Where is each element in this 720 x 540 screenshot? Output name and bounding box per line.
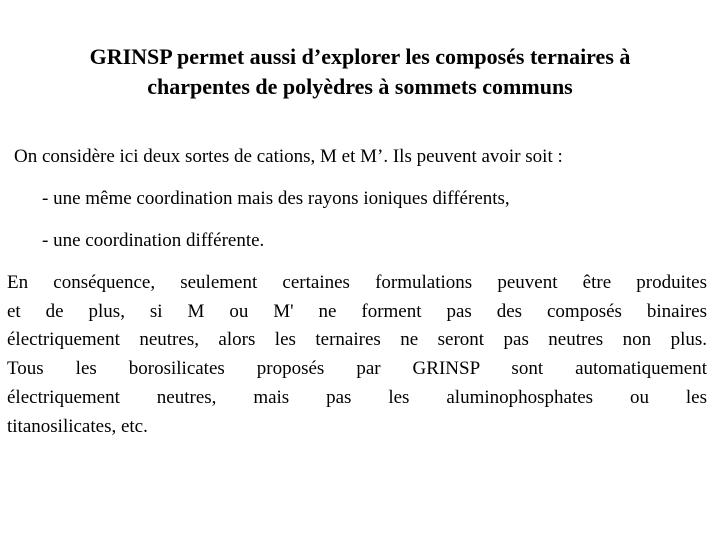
paragraph-line-1: En conséquence, seulement certaines formulations peuvent être produites [7, 272, 707, 293]
paragraph-line-2: et de plus, si M ou M' ne forment pas des composés binaires [7, 300, 707, 322]
slide-title-line-2: charpentes de polyèdres à sommets communs [147, 74, 573, 99]
bullet-item-same-coordination: - une même coordination mais des rayons ioniques différents, [42, 188, 510, 209]
paragraph-line-4: Tous les borosilicates proposés par GRINSP sont automatiquement [7, 358, 707, 380]
intro-text: On considère ici deux sortes de cations, M et M’. Ils peuvent avoir soit : [14, 146, 563, 167]
paragraph-line-3: électriquement neutres, alors les ternaires ne seront pas neutres non plus. [7, 329, 707, 351]
slide-title [10, 42, 710, 102]
paragraph-line-5: électriquement neutres, mais pas les aluminophosphates ou les [7, 386, 707, 408]
body-paragraph [7, 269, 707, 441]
bullet-item-different-coordination: - une coordination différente. [42, 230, 265, 251]
slide-title-line-1: GRINSP permet aussi d’explorer les composés ternaires à [89, 44, 631, 69]
paragraph-line-6: titanosilicates, etc. [7, 415, 148, 437]
